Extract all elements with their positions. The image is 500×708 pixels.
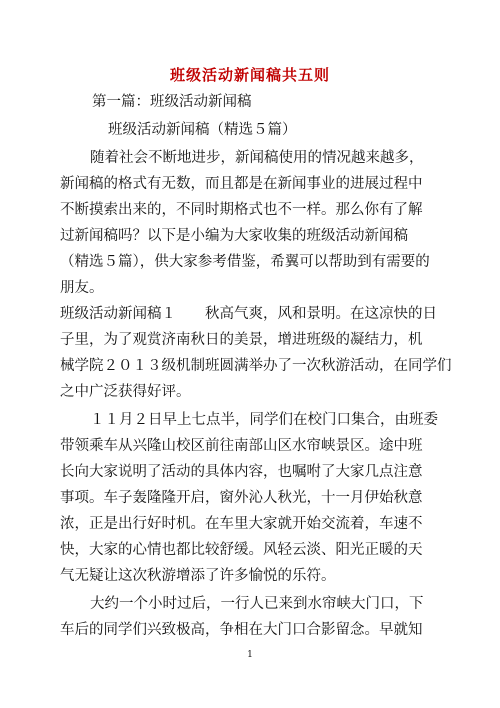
section-heading: 第一篇：班级活动新闻稿 xyxy=(92,94,252,110)
body-text-line: 随着社会不断地进步，新闻稿使用的情况越来越多， xyxy=(90,150,424,166)
body-text-line: １１月２日早上七点半，同学们在校门口集合，由班委 xyxy=(90,412,438,428)
body-text-line: 大约一个小时过后，一行人已来到水帘峡大门口，下 xyxy=(90,596,424,612)
section-subtitle: 班级活动新闻稿（精选５篇） xyxy=(108,122,297,138)
body-text-line: 长向大家说明了活动的具体内容，也嘱咐了大家几点注意 xyxy=(60,464,423,480)
body-text-line: 子里，为了观赏济南秋日的美景，增进班级的凝结力，机 xyxy=(60,332,423,348)
body-text-line: 带领乘车从兴隆山校区前往南部山区水帘峡景区。途中班 xyxy=(60,438,423,454)
body-text-line: 械学院２０１３级机制班圆满举办了一次秋游活动，在同学们 xyxy=(60,358,452,374)
body-text-line: 之中广泛获得好评。 xyxy=(60,384,191,400)
body-text-line: 不断摸索出来的，不同时期格式也不一样。那么你有了解 xyxy=(60,202,423,218)
body-text-line: 车后的同学们兴致极高，争相在大门口合影留念。早就知 xyxy=(60,622,423,638)
document-title: 班级活动新闻稿共五则 xyxy=(169,66,330,84)
body-text-line: 过新闻稿吗？以下是小编为大家收集的班级活动新闻稿 xyxy=(60,228,408,244)
body-text-line: 班级活动新闻稿１ 秋高气爽，风和景明。在这凉快的日 xyxy=(60,306,437,322)
body-text-line: 朋友。 xyxy=(60,280,104,296)
body-text-line: 新闻稿的格式有无数，而且都是在新闻事业的进展过程中 xyxy=(60,176,423,192)
page-number: 1 xyxy=(247,650,253,660)
body-text-line: （精选５篇），供大家参考借鉴，希翼可以帮助到有需要的 xyxy=(60,254,430,270)
body-text-line: 浓，正是出行好时机。在车里大家就开始交流着，车速不 xyxy=(60,516,423,532)
body-text-line: 事项。车子轰隆隆开启，窗外沁人秋光，十一月伊始秋意 xyxy=(60,490,423,506)
body-text-line: 气无疑让这次秋游增添了许多愉悦的乐符。 xyxy=(60,568,336,584)
body-text-line: 快，大家的心情也都比较舒缓。风轻云淡、阳光正暖的天 xyxy=(60,542,423,558)
